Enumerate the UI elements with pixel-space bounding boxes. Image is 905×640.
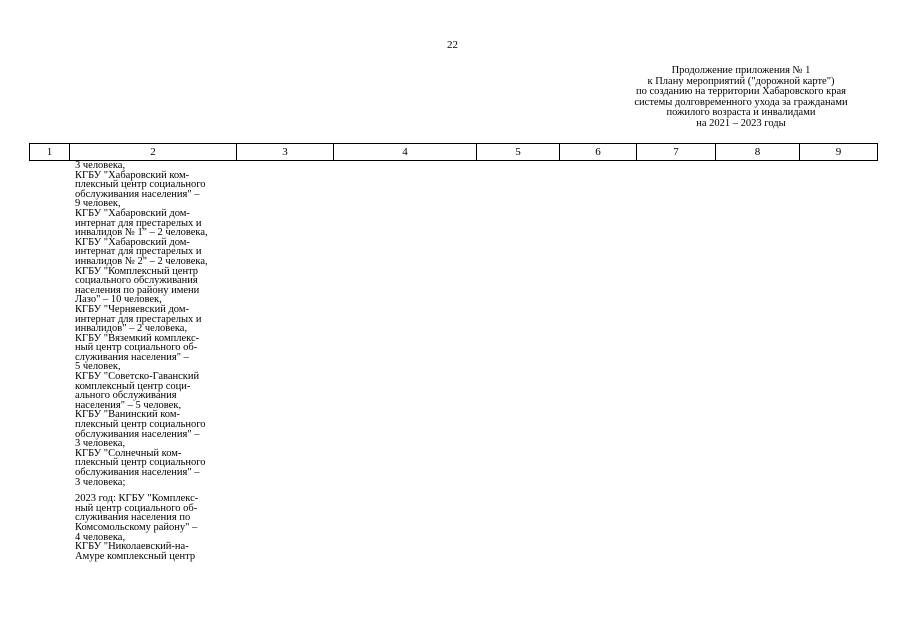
- text-line: плексный центр социального: [75, 179, 206, 191]
- text-line: КГБУ "Хабаровский дом-: [75, 236, 190, 248]
- text-line: Амуре комплексный центр: [75, 550, 196, 562]
- text-line: 2023 год: КГБУ "Комплекс-: [75, 493, 199, 505]
- text-line: Комсомольскому району" –: [75, 521, 198, 533]
- column-number: 6: [560, 144, 637, 161]
- text-line: 3 человека,: [75, 438, 126, 450]
- text-line: интернат для престарелых и: [75, 217, 202, 229]
- text-line: КГБУ "Ванинский ком-: [75, 409, 180, 421]
- text-line: социального обслуживания: [75, 275, 198, 287]
- column-2-content: [75, 161, 240, 561]
- text-line: служивания населения" –: [75, 351, 189, 363]
- text-line: КГБУ "Хабаровский ком-: [75, 169, 190, 181]
- text-line: плексный центр социального: [75, 457, 206, 469]
- header-line: на 2021 – 2023 годы: [696, 117, 786, 129]
- column-number: 9: [800, 144, 878, 161]
- text-line: КГБУ "Советско-Гаванский: [75, 371, 200, 383]
- text-line: 3 человека;: [75, 476, 126, 488]
- text-line: КГБУ "Солнечный ком-: [75, 447, 182, 459]
- text-line: 4 человека,: [75, 531, 126, 543]
- text-line: Лазо" – 10 человек,: [75, 294, 162, 306]
- text-line: 3 человека,: [75, 160, 126, 171]
- page-number: 22: [447, 39, 458, 51]
- column-number: 4: [334, 144, 477, 161]
- text-line: обслуживания населения" –: [75, 467, 200, 478]
- text-line: КГБУ "Черняевский дом-: [75, 303, 189, 315]
- column-number: 1: [30, 144, 70, 161]
- text-line: плексный центр социального: [75, 419, 206, 431]
- header-line: системы долговременного ухода за гражданами: [634, 96, 848, 108]
- text-line: ный центр социального об-: [75, 502, 198, 514]
- text-line: обслуживания населения" –: [75, 188, 200, 200]
- column-number: 3: [237, 144, 334, 161]
- text-line: комплексный центр соци-: [75, 380, 191, 392]
- text-line: интернат для престарелых и: [75, 313, 202, 325]
- appendix-header: [580, 66, 902, 129]
- text-line: КГБУ "Вяземкий комплекс-: [75, 332, 200, 344]
- column-number: 8: [716, 144, 800, 161]
- header-line: Продолжение приложения № 1: [671, 65, 811, 76]
- text-line: ального обслуживания: [75, 390, 177, 402]
- column-number: 2: [70, 144, 237, 161]
- text-line: КГБУ "Хабаровский дом-: [75, 207, 190, 219]
- header-line: к Плану мероприятий ("дорожной карте"): [647, 75, 835, 87]
- text-line: КГБУ "Николаевский-на-: [75, 541, 189, 553]
- column-number: 5: [477, 144, 560, 161]
- text-line: ный центр социального об-: [75, 342, 198, 354]
- column-number: 7: [637, 144, 716, 161]
- text-line: обслуживания населения" –: [75, 428, 200, 440]
- text-line: населения" – 5 человек,: [75, 399, 182, 411]
- text-line: служивания населения по: [75, 512, 191, 524]
- text-line: 5 человек,: [75, 361, 121, 373]
- text-line: инвалидов № 2" – 2 человека,: [75, 255, 208, 267]
- header-line: пожилого возраста и инвалидами: [666, 107, 816, 118]
- text-line: интернат для престарелых и: [75, 246, 202, 258]
- text-line: населения по району имени: [75, 284, 200, 296]
- column-number-row: [29, 143, 878, 161]
- text-line: КГБУ "Комплексный центр: [75, 265, 199, 277]
- header-line: по созданию на территории Хабаровского края: [635, 86, 847, 97]
- text-line: инвалидов" – 2 человека,: [75, 323, 188, 335]
- text-line: 9 человек,: [75, 198, 121, 210]
- text-line: инвалидов № 1" – 2 человека,: [75, 227, 208, 239]
